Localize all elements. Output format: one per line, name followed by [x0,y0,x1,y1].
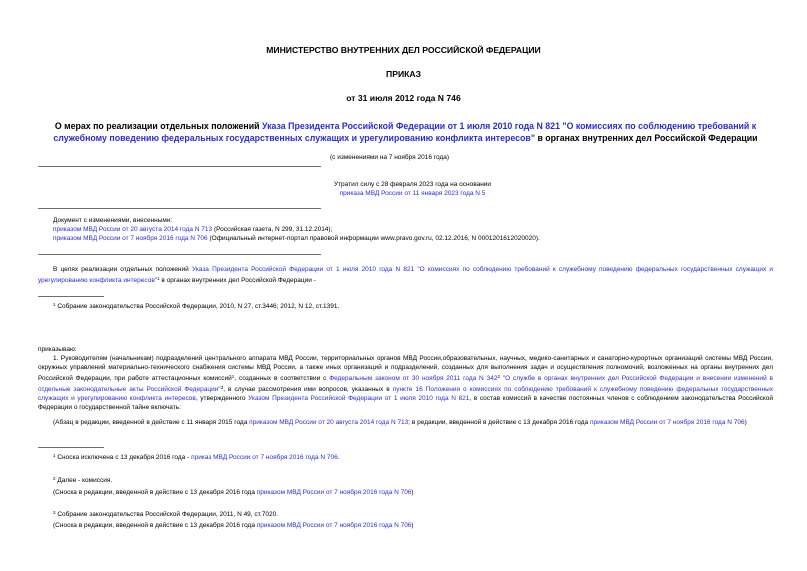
order-word: приказываю: [38,346,77,353]
footnote-divider [38,447,104,448]
amendment-item: приказом МВД России от 20 августа 2014 года N 713 (Российская газета, N 299, 31.12.2014); [53,226,333,233]
footnote-fn1: $^1$ Сноска исключена с 13 декабря 2016 года - приказ МВД России от 7 ноября 2016 года N 706. [53,453,340,461]
expired-order-link[interactable]: приказа МВД России от 11 января 2023 года N 5 [339,190,486,197]
fn3-order-link[interactable]: приказом МВД России от 7 ноября 2016 года N 706 [256,522,412,529]
ministry-heading: МИНИСТЕРСТВО ВНУТРЕННИХ ДЕЛ РОССИЙСКОЙ ФЕДЕРАЦИИ [266,45,541,55]
footnote-divider [38,296,104,297]
preamble-paragraph: В целях реализации отдельных положений Указа Президента Российской Федерации от 1 июля 2010 года N 821 "О комиссиях по соблюдению требований к служебному поведению федеральных государственных служащих и урегулированию конфликта интересов"$^1$ в органах внутренних дел Российской Федерации - [38,266,773,284]
amendment-item: приказом МВД России от 7 ноября 2016 года N 706 (Официальный интернет-портал правовой информации www.pravo.gov.ru, 02.12.2016, N 0001201612020020). [53,235,540,242]
doc-type-heading: ПРИКАЗ [386,69,421,79]
federal-law-title-link[interactable]: "О службе в органах внутренних дел Российской Федерации и внесении изменений в отдельные законодательные акты Российской Федерации" [38,375,773,393]
regulation-clause-link[interactable]: пункте 16 Положения о комиссиях по соблюдению требований к служебному поведению федеральных государственных служащих и урегулированию конфликта интересов [38,386,773,402]
clause-1: 1. Руководителям (начальникам) подразделений центрального аппарата МВД России, территориальных органов МВД России,образовательных, научных, медико-санитарных и санаторно-курортных организаций системы МВД России, окружных управлений материально-технического снабжения системы МВД России, а также иных организаций и подразделений, созданных для выполнения задач и осуществления полномочий, возложенных на органы внутренних дел Российской Федерации, при работе аттестационных комиссий$^1$, созданных в соответствии с Федеральным законом от 30 ноября 2011 года N $342^2$ "О службе в органах внутренних дел Российской Федерации и внесении изменений в отдельные законодательные акты Российской Федерации"$^3$, в случае рассмотрения ими вопросов, указанных в пункте 16 Положения о комиссиях по соблюдению требований к служебному поведению федеральных государственных служащих и урегулированию конфликта интересов, утвержденного Указом Президента Российской Федерации от 1 июля 2010 года N 821, в состав комиссий в качестве постоянных членов с соблюдением законодательства Российской Федерации о государственной тайне включать: [38,355,773,411]
footnote-fn3-note: (Сноска в редакции, введенной в действие с 13 декабря 2016 года приказом МВД России от 7 ноября 2016 года N 706) [53,522,414,529]
footnote-fn3: $^3$ Собрание законодательства Российской Федерации, 2011, N 49, ст.7020. [53,510,278,518]
footnote-1: $^1$ Собрание законодательства Российской Федерации, 2010, N 27, ст.3446; 2012, N 12, ст.1391. [53,302,340,310]
document-title: О мерах по реализации отдельных положений Указа Президента Российской Федерации от 1 июля 2010 года N 821 "О комиссиях по соблюдению требований к служебному поведению федеральных государственных служащих и урегулированию конфликта интересов" в органах внутренних дел Российской Федерации [53,121,758,143]
divider [38,254,321,255]
note-order-713-link[interactable]: приказом МВД России от 20 августа 2014 года N 713 [249,419,409,426]
footnote-fn2-note: (Сноска в редакции, введенной в действие с 13 декабря 2016 года приказом МВД России от 7 ноября 2016 года N 706) [53,489,414,496]
fn1-order-link[interactable]: приказ МВД России от 7 ноября 2016 года N 706 [191,454,338,461]
divider [38,208,321,209]
note-order-706-link[interactable]: приказом МВД России от 7 ноября 2016 года N 706 [589,419,745,426]
footnote-fn2: $^2$ Далее - комиссия. [53,476,113,484]
expired-note: Утратил силу с 28 февраля 2023 года на основании приказа МВД России от 11 января 2023 года N 5 [333,181,492,197]
amendments-block: Документ с изменениями, внесенными: приказом МВД России от 20 августа 2014 года N 713 (Российская газета, N 299, 31.12.2014); приказом МВД России от 7 ноября 2016 года N 706 (Официальный интернет-портал правовой информации www.pravo.gov.ru, 02.12.2016, N 0001201612020020). [53,216,773,243]
fn2-order-link[interactable]: приказом МВД России от 7 ноября 2016 года N 706 [256,489,412,496]
revision-note: (с изменениями на 7 ноября 2016 года) [330,154,450,161]
clause-1-note: (Абзац в редакции, введенной в действие с 11 января 2015 года приказом МВД России от 20 августа 2014 года N 713; в редакции, введенной в действие с 13 декабря 2016 года приказом МВД России от 7 ноября 2016 года N 706) [53,419,747,426]
amendment-link-713[interactable]: приказом МВД России от 20 августа 2014 года N 713 [53,226,213,233]
decree-821-link[interactable]: Указом Президента Российской Федерации от 1 июля 2010 года N 821 [248,395,470,402]
divider [38,166,321,167]
federal-law-link[interactable]: Федеральным законом от 30 ноября 2011 года N 342 [329,375,498,382]
amendment-link-706[interactable]: приказом МВД России от 7 ноября 2016 года N 706 [53,235,208,242]
title-decree-link[interactable]: Указа Президента Российской Федерации от 1 июля 2010 года N 821 "О комиссиях по соблюдению требований к служебному поведению федеральных государственных служащих и урегулированию конфликта интересов" [53,121,757,143]
date-number-heading: от 31 июля 2012 года N 746 [346,93,461,103]
preamble-decree-link[interactable]: Указа Президента Российской Федерации от 1 июля 2010 года N 821 "О комиссиях по соблюдению требований к служебному поведению федеральных государственных служащих и урегулированию конфликта интересов" [38,266,773,284]
